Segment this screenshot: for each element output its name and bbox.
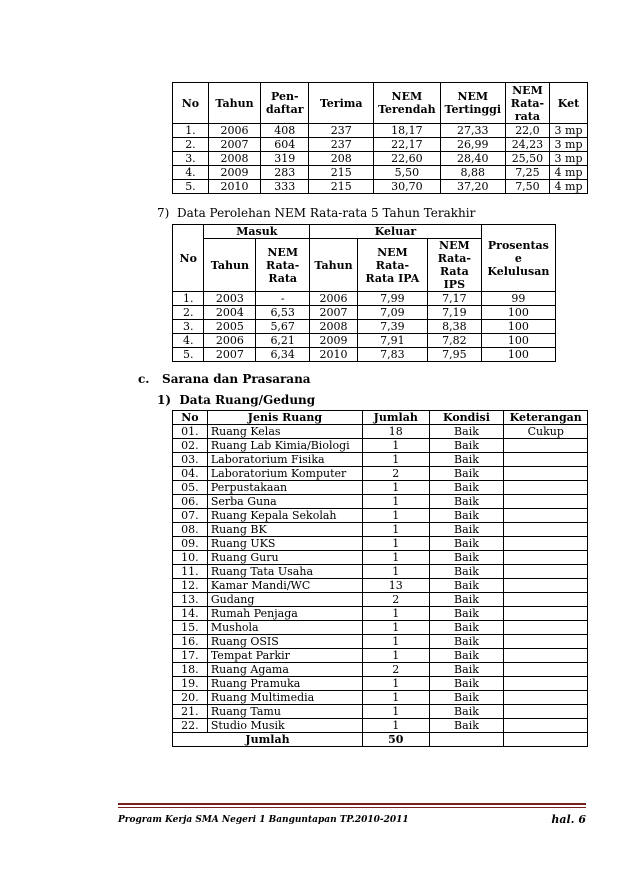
table-cell: 99 [481,292,555,306]
table-cell: 2010 [310,348,358,362]
table-cell: 1 [363,551,430,565]
table-row [173,292,556,306]
table-cell: Ruang BK [207,523,362,537]
table-cell: 5,67 [256,320,310,334]
header-no: No [173,225,204,292]
table-cell: 7,19 [427,306,481,320]
table-cell: Baik [429,495,504,509]
table-cell [504,719,588,733]
table-cell: Baik [429,621,504,635]
table-cell: 4 mp [550,166,588,180]
table-cell: Baik [429,635,504,649]
table-cell: Ruang Agama [207,663,362,677]
table-cell: Serba Guna [207,495,362,509]
table-cell: 2008 [310,320,358,334]
table-cell: Baik [429,691,504,705]
table-cell: 4 mp [550,180,588,194]
table-cell [504,649,588,663]
table-cell: 26,99 [440,138,505,152]
table-cell [504,509,588,523]
table-cell: 2007 [208,138,260,152]
table-cell: 2. [173,306,204,320]
table-row [173,453,588,467]
table-cell: Ruang Pramuka [207,677,362,691]
table-cell: 7,91 [357,334,427,348]
table-cell: Baik [429,523,504,537]
table-cell: Mushola [207,621,362,635]
table-cell: Baik [429,579,504,593]
table-cell: Ruang Multimedia [207,691,362,705]
table-cell: 1 [363,677,430,691]
table-cell: 08. [173,523,208,537]
table-cell [504,551,588,565]
table-row [173,467,588,481]
table-row [173,166,588,180]
table-cell: 07. [173,509,208,523]
table-cell: 2007 [204,348,256,362]
header-no: No [173,411,208,425]
table-cell: Tempat Parkir [207,649,362,663]
table-cell: 17. [173,649,208,663]
table-cell: 2009 [208,166,260,180]
table-cell: 237 [309,124,374,138]
table-cell: Baik [429,537,504,551]
table-cell: 18,17 [374,124,441,138]
table-cell: Baik [429,481,504,495]
table-cell: Laboratorium Fisika [207,453,362,467]
table-cell: 2005 [204,320,256,334]
table-cell: 7,99 [357,292,427,306]
footer-rule [118,803,586,805]
table-cell [504,705,588,719]
table-cell [504,663,588,677]
table-row [173,607,588,621]
header-jumlah: Jumlah [363,411,430,425]
table-cell: 2010 [208,180,260,194]
page-number: hal. 6 [551,813,586,826]
table-cell: 2 [363,467,430,481]
table-cell: 2006 [310,292,358,306]
table-cell: 7,17 [427,292,481,306]
table-cell: 14. [173,607,208,621]
nem-admission-table [172,82,588,194]
table-cell [504,593,588,607]
table-cell [504,481,588,495]
table-cell: 100 [481,320,555,334]
table-cell: 1 [363,649,430,663]
table-cell: 6,34 [256,348,310,362]
table-cell: 100 [481,306,555,320]
table-cell: 1 [363,607,430,621]
header-prosentase: Prosentas e Kelulusan [481,225,555,292]
table-cell: 215 [309,180,374,194]
table-cell: 2. [173,138,209,152]
table-cell: 13. [173,593,208,607]
table-row [173,138,588,152]
table-row [173,481,588,495]
table-row [173,320,556,334]
table-row [173,565,588,579]
header-no: No [173,83,209,124]
table-cell: 01. [173,425,208,439]
section-1-number: 1) [157,393,172,407]
table-row [173,663,588,677]
table-cell: 1 [363,537,430,551]
table-cell: 19. [173,677,208,691]
table-row [173,439,588,453]
table-cell: 22. [173,719,208,733]
table-cell [504,495,588,509]
table-cell: 7,82 [427,334,481,348]
table-row [173,348,556,362]
header-keluar: Keluar [310,225,482,239]
table-row [173,593,588,607]
table-cell: 20. [173,691,208,705]
table-cell: 1 [363,481,430,495]
header-kondisi: Kondisi [429,411,504,425]
footer-rule-thin [118,807,586,808]
table-cell: Baik [429,425,504,439]
table-cell: 28,40 [440,152,505,166]
table-row [173,705,588,719]
table-cell: 2008 [208,152,260,166]
section-c-heading [138,372,311,386]
header-ket: Ket [550,83,588,124]
table-cell: Baik [429,607,504,621]
table-cell: 2003 [204,292,256,306]
header-nem-tertinggi: NEM Tertinggi [440,83,505,124]
table-cell: 1 [363,705,430,719]
table-cell: 2004 [204,306,256,320]
table-cell: Perpustakaan [207,481,362,495]
table-header-row [173,225,556,239]
table-cell: 100 [481,334,555,348]
header-masuk: Masuk [204,225,310,239]
table-cell: 1 [363,523,430,537]
table-cell: 18 [363,425,430,439]
table-cell [504,453,588,467]
table-cell [504,579,588,593]
header-tahun-keluar: Tahun [310,239,358,292]
table-cell [504,607,588,621]
table-cell: 22,17 [374,138,441,152]
section-7-heading [157,206,475,220]
table-cell: 2009 [310,334,358,348]
table-cell: - [256,292,310,306]
section-7-number: 7) [157,206,170,220]
table-cell: 7,39 [357,320,427,334]
table-cell: 2 [363,663,430,677]
table-cell: 8,88 [440,166,505,180]
table-cell: Baik [429,467,504,481]
table-cell: Gudang [207,593,362,607]
table-row [173,523,588,537]
table-cell: Ruang Tamu [207,705,362,719]
header-jenis-ruang: Jenis Ruang [207,411,362,425]
table-cell: 18. [173,663,208,677]
header-nem-terendah: NEM Terendah [374,83,441,124]
footer-title: Program Kerja SMA Negeri 1 Banguntapan TP.2010-2011 [118,815,409,825]
table-cell: 4. [173,166,209,180]
section-c-letter: c. [138,372,150,386]
section-1-title: Data Ruang/Gedung [179,393,316,407]
table-cell: 02. [173,439,208,453]
header-tahun-masuk: Tahun [204,239,256,292]
table-cell: 1 [363,635,430,649]
table-cell [504,635,588,649]
table-cell [504,677,588,691]
header-terima: Terima [309,83,374,124]
table-cell [504,565,588,579]
total-empty-cell [429,733,504,747]
table-cell: 7,25 [505,166,549,180]
room-data-table [172,410,588,747]
table-cell: Baik [429,649,504,663]
table-cell: Ruang UKS [207,537,362,551]
table-cell: Baik [429,439,504,453]
header-nem-ips: NEM Rata- Rata IPS [427,239,481,292]
table-row [173,509,588,523]
table-header-row [173,83,588,124]
table-cell: 100 [481,348,555,362]
table-cell: 7,50 [505,180,549,194]
table-cell: Ruang Kelas [207,425,362,439]
table-cell: 13 [363,579,430,593]
table-cell: 3. [173,152,209,166]
table-row [173,677,588,691]
table-cell: Baik [429,677,504,691]
table-cell: 22,60 [374,152,441,166]
header-keterangan: Keterangan [504,411,588,425]
total-label: Jumlah [173,733,363,747]
table-cell: Ruang Lab Kimia/Biologi [207,439,362,453]
table-cell: Baik [429,565,504,579]
table-cell [504,467,588,481]
table-cell [504,537,588,551]
table-cell: 7,83 [357,348,427,362]
table-cell: Baik [429,551,504,565]
table-cell: 15. [173,621,208,635]
table-row [173,621,588,635]
table-cell: Cukup [504,425,588,439]
table-row [173,180,588,194]
table-cell: 5,50 [374,166,441,180]
table-cell: 6,21 [256,334,310,348]
table-cell [504,523,588,537]
table-row [173,537,588,551]
table-cell: 208 [309,152,374,166]
table-cell: 3 mp [550,152,588,166]
table-cell: 22,0 [505,124,549,138]
table-cell: 3 mp [550,124,588,138]
table-cell [504,439,588,453]
table-row [173,635,588,649]
table-cell: 09. [173,537,208,551]
table-cell: 16. [173,635,208,649]
table-cell: 2006 [204,334,256,348]
table-cell: 10. [173,551,208,565]
table-cell: 7,09 [357,306,427,320]
table-cell: Kamar Mandi/WC [207,579,362,593]
table-cell: 1 [363,453,430,467]
table-row [173,334,556,348]
table-cell: Ruang OSIS [207,635,362,649]
table-cell: Baik [429,663,504,677]
table-cell [504,621,588,635]
table-cell: 25,50 [505,152,549,166]
section-c-title: Sarana dan Prasarana [162,372,311,386]
table-row [173,649,588,663]
nem-average-table [172,224,556,362]
table-cell: 333 [261,180,309,194]
table-cell: 1 [363,719,430,733]
table-row [173,579,588,593]
table-cell: 2007 [310,306,358,320]
table-cell: 3. [173,320,204,334]
table-cell: 05. [173,481,208,495]
header-nem-ipa: NEM Rata- Rata IPA [357,239,427,292]
table-cell: Ruang Tata Usaha [207,565,362,579]
table-cell: 1. [173,124,209,138]
total-row [173,733,588,747]
section-1-heading [157,393,315,407]
table-cell: 283 [261,166,309,180]
table-cell: 1 [363,439,430,453]
table-cell: 04. [173,467,208,481]
table-cell: 1. [173,292,204,306]
table-cell: 37,20 [440,180,505,194]
table-cell: 1 [363,509,430,523]
header-nem-rata: NEM Rata- Rata [256,239,310,292]
table-cell: 27,33 [440,124,505,138]
table-cell: 1 [363,495,430,509]
table-cell: 4. [173,334,204,348]
table-cell: 1 [363,565,430,579]
table-row [173,124,588,138]
header-tahun: Tahun [208,83,260,124]
table-cell: 2 [363,593,430,607]
header-pendaftar: Pen- daftar [261,83,309,124]
table-cell: 3 mp [550,138,588,152]
table-row [173,719,588,733]
table-row [173,691,588,705]
table-cell: Baik [429,593,504,607]
table-cell: 30,70 [374,180,441,194]
table-cell: 5. [173,180,209,194]
table-row [173,551,588,565]
table-cell: 12. [173,579,208,593]
table-row [173,306,556,320]
table-cell: 1 [363,621,430,635]
table-header-row [173,411,588,425]
table-cell: 237 [309,138,374,152]
table-row [173,425,588,439]
table-cell: Baik [429,705,504,719]
table-cell: 03. [173,453,208,467]
table-cell: Rumah Penjaga [207,607,362,621]
table-cell: 8,38 [427,320,481,334]
table-cell [504,691,588,705]
table-cell: Baik [429,453,504,467]
table-row [173,152,588,166]
section-7-title: Data Perolehan NEM Rata-rata 5 Tahun Terakhir [176,206,476,220]
total-value: 50 [363,733,430,747]
table-row [173,495,588,509]
table-cell: 6,53 [256,306,310,320]
table-cell: Laboratorium Komputer [207,467,362,481]
table-cell: 7,95 [427,348,481,362]
table-cell: 408 [261,124,309,138]
table-cell: Baik [429,509,504,523]
table-cell: 21. [173,705,208,719]
total-empty-cell [504,733,588,747]
table-cell: 604 [261,138,309,152]
table-cell: Baik [429,719,504,733]
table-cell: 215 [309,166,374,180]
table-cell: 5. [173,348,204,362]
table-cell: Ruang Kepala Sekolah [207,509,362,523]
table-cell: Ruang Guru [207,551,362,565]
table-cell: 11. [173,565,208,579]
table-cell: 06. [173,495,208,509]
table-cell: 319 [261,152,309,166]
table-cell: 1 [363,691,430,705]
table-cell: 24,23 [505,138,549,152]
table-cell: 2006 [208,124,260,138]
header-nem-rata: NEM Rata- rata [505,83,549,124]
table-cell: Studio Musik [207,719,362,733]
